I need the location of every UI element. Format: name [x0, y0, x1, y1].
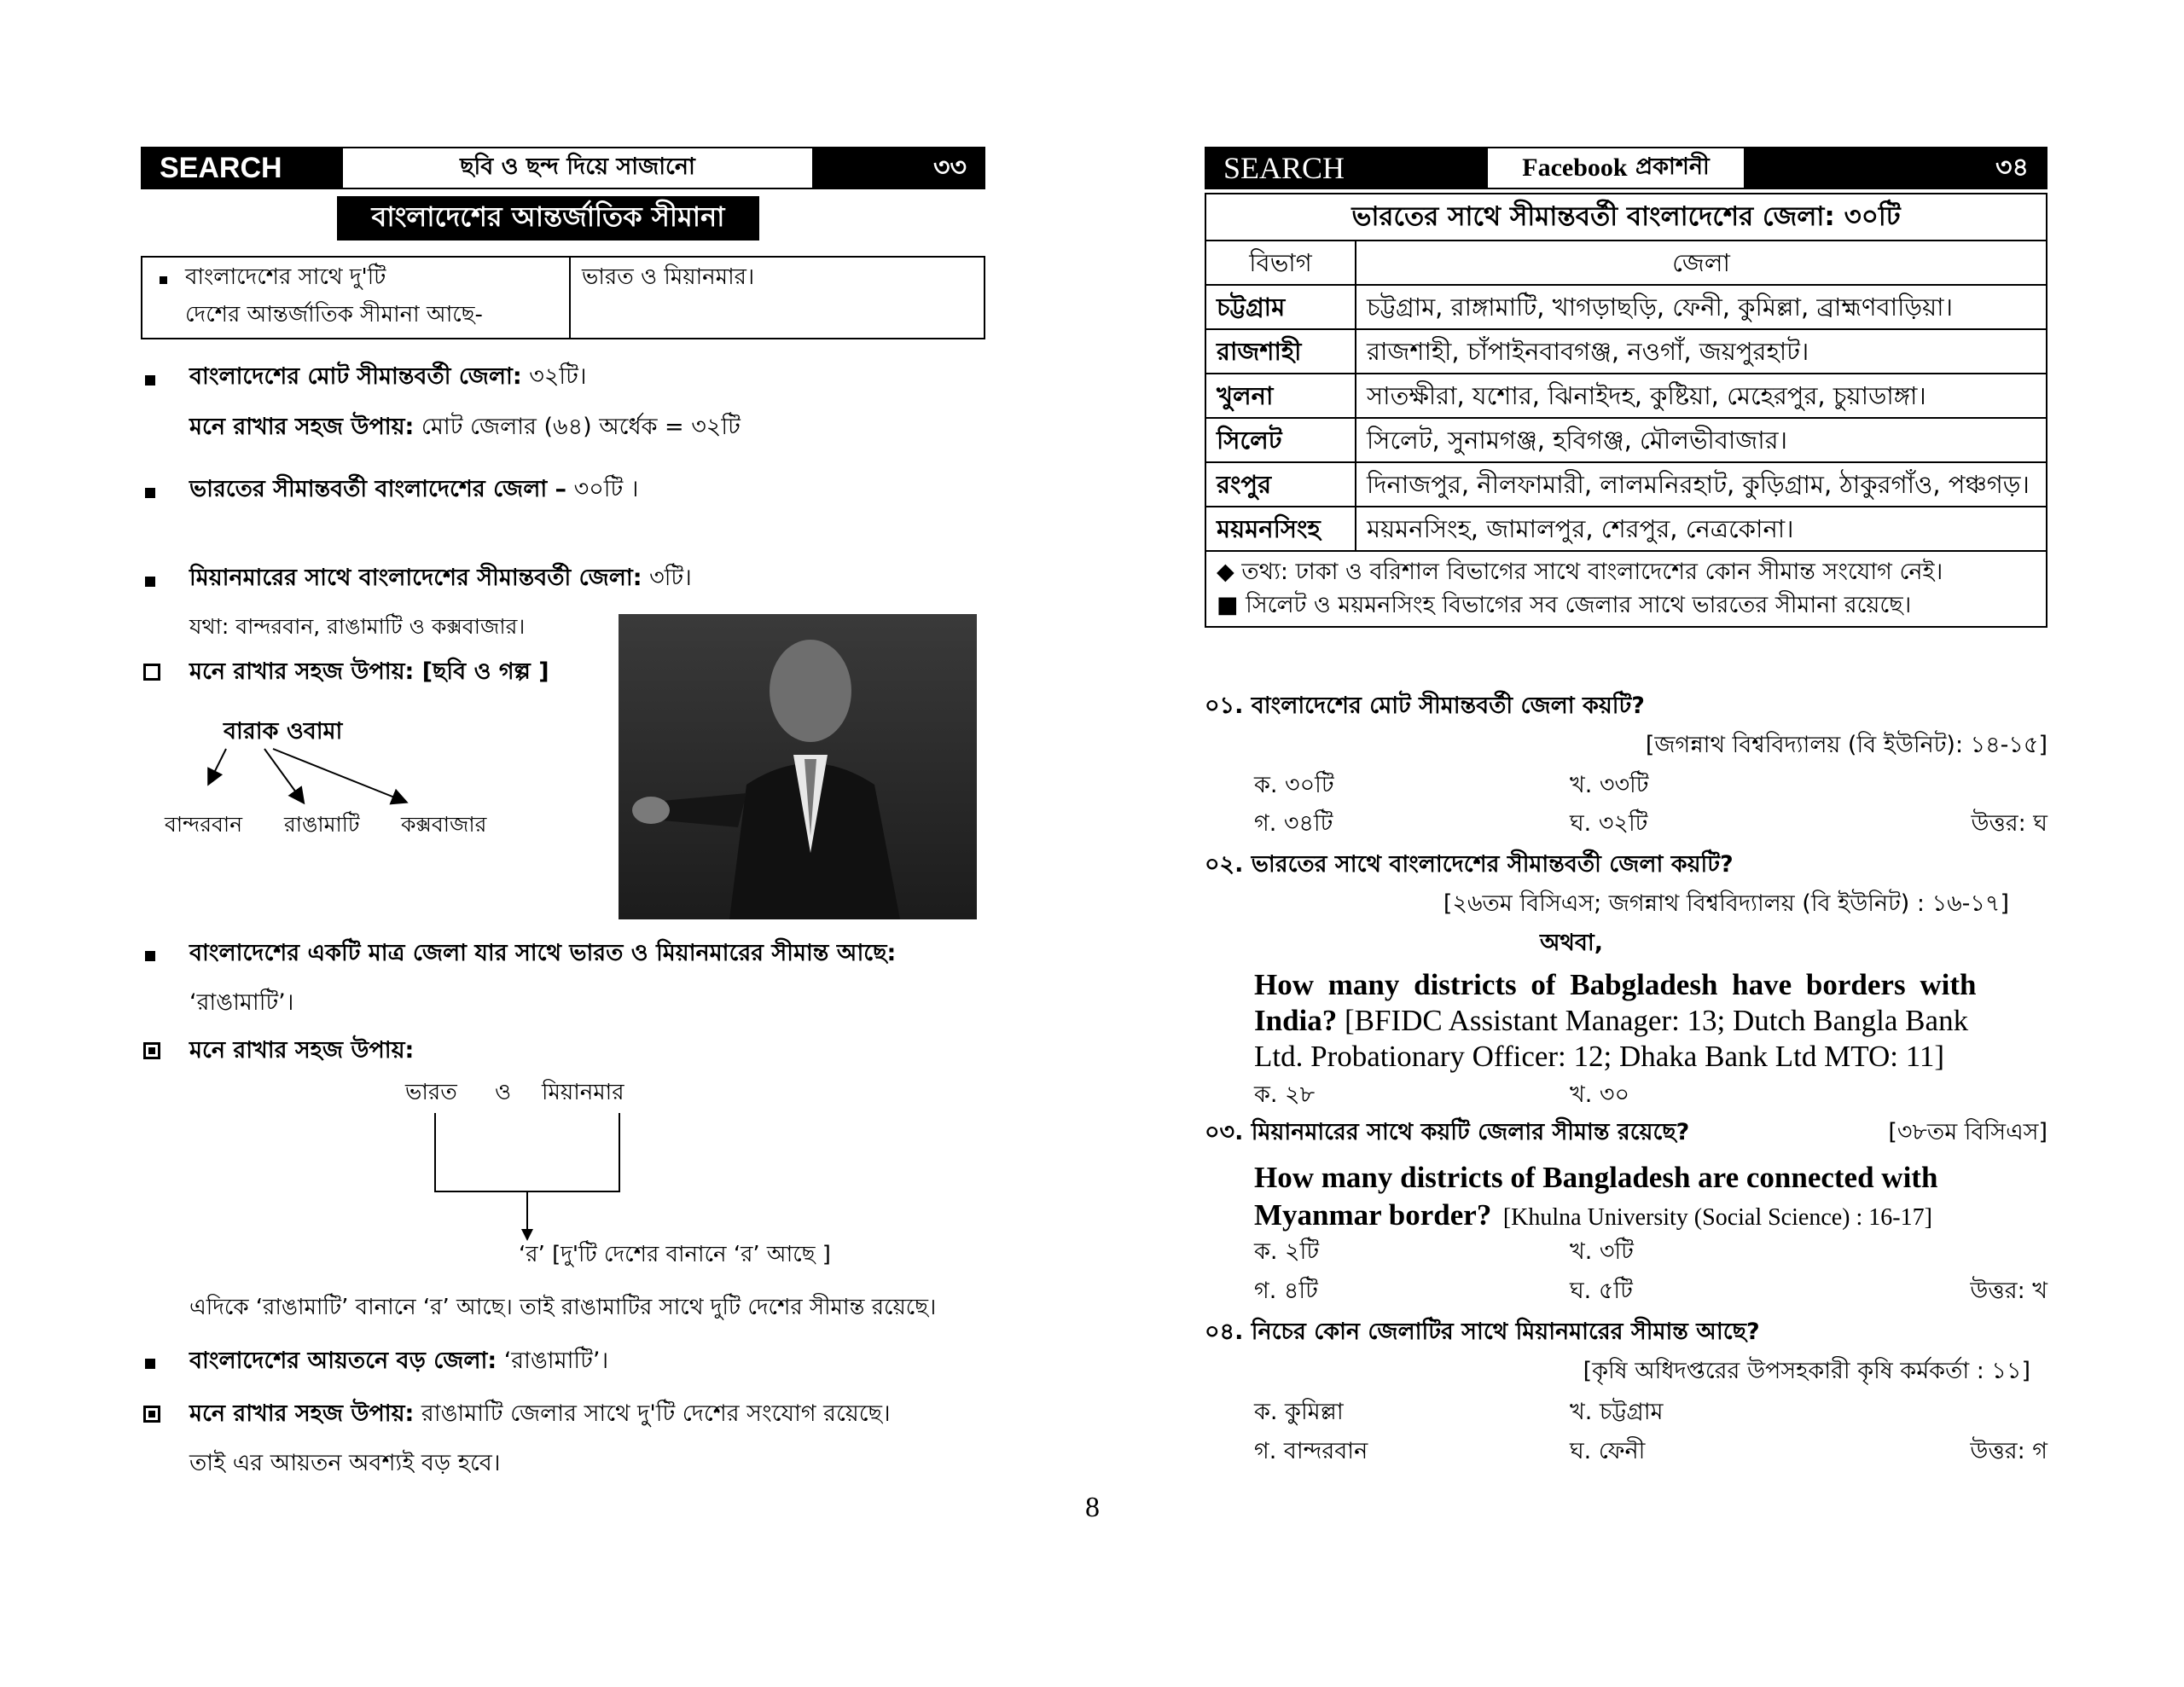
mnemonic-name: বারাক ওবামা	[224, 718, 343, 745]
table-header: বিভাগ	[1205, 241, 1356, 285]
or-label: অথবা,	[1540, 930, 1603, 956]
question-2-source: [২৬তম বিসিএস; জগন্নাথ বিশ্ববিদ্যালয় (বি ইউনিট) : ১৬-১৭]	[1443, 890, 2009, 917]
intro-box	[141, 256, 985, 339]
option: খ. ৩৩টি	[1570, 772, 1649, 798]
table-row: খুলনা সাতক্ষীরা, যশোর, ঝিনাইদহ, কুষ্টিয়া, মেহেরপুর, চুয়াডাঙ্গা।	[1205, 374, 2047, 418]
fact1: বাংলাদেশের মোট সীমান্তবর্তী জেলা: ৩২টি।	[189, 363, 587, 390]
right-header-page: ৩৪	[1744, 148, 2046, 188]
explanation: এদিকে ‘রাঙামাটি’ বানানে ‘র’ আছে। তাই রাঙামাটির সাথে দুটি দেশের সীমান্ত রয়েছে।	[189, 1295, 937, 1320]
left-header-page: ৩৩	[812, 148, 984, 188]
fact5: বাংলাদেশের আয়তনে বড় জেলা: ‘রাঙামাটি’।	[189, 1348, 609, 1374]
question-2: ০২. ভারতের সাথে বাংলাদেশের সীমান্তবর্তী জেলা কয়টি?	[1205, 851, 1734, 878]
intro-question-line1: বাংলাদেশের সাথে দু'টি	[185, 264, 386, 290]
table-row: রাজশাহী রাজশাহী, চাঁপাইনবাবগঞ্জ, নওগাঁ, জয়পুরহাট।	[1205, 329, 2047, 374]
question-4-source: [কৃষি অধিদপ্তরের উপসহকারী কৃষি কর্মকর্তা : ১১]	[1583, 1358, 2030, 1384]
bullet-icon	[145, 1359, 155, 1369]
answer: উত্তর: ঘ	[1971, 810, 2048, 837]
bullet-icon	[160, 276, 167, 284]
table-row: চট্টগ্রাম চট্টগ্রাম, রাঙ্গামাটি, খাগড়াছড়ি, ফেনী, কুমিল্লা, ব্রাহ্মণবাড়িয়া।	[1205, 285, 2047, 329]
question-3-en-line2: Myanmar border? [Khulna University (Social Science) : 16-17]	[1254, 1198, 1932, 1232]
question-1-source: [জগন্নাথ বিশ্ববিদ্যালয় (বি ইউনিট): ১৪-১৫]	[1645, 732, 2048, 758]
table-title: ভারতের সাথে সীমান্তবর্তী বাংলাদেশের জেলা: ৩০টি	[1205, 194, 2047, 241]
question-3-source: [৩৮তম বিসিএস]	[1888, 1119, 2048, 1145]
option: গ. ৩৪টি	[1254, 810, 1333, 837]
bullet-icon	[145, 375, 155, 386]
diagram-connector	[418, 1113, 631, 1241]
portrait-photo	[619, 614, 977, 919]
option: ঘ. ফেনী	[1570, 1438, 1646, 1464]
option: খ. ৩টি	[1570, 1238, 1634, 1265]
tip1: মনে রাখার সহজ উপায়: মোট জেলার (৬৪) অর্ধেক = ৩২টি	[189, 414, 741, 440]
table-row: ময়মনসিংহ ময়মনসিংহ, জামালপুর, শেরপুর, নেত্রকোনা।	[1205, 507, 2047, 551]
diagram-left: ভারত	[405, 1080, 457, 1105]
question-2-en-line3: Ltd. Probationary Officer: 12; Dhaka Bank Ltd MTO: 11]	[1254, 1040, 1945, 1073]
intro-answer: ভারত ও মিয়ানমার।	[582, 264, 755, 290]
option: খ. ৩০	[1570, 1081, 1630, 1108]
right-header-title: Facebook প্রকাশনী	[1488, 148, 1744, 188]
diagram-right: মিয়ানমার	[542, 1080, 624, 1105]
option: ক. কুমিল্লা	[1254, 1399, 1344, 1425]
table-header: জেলা	[1356, 241, 2047, 285]
question-2-en: How many districts of Babgladesh have borders with	[1254, 968, 1977, 1001]
fact4-answer: ‘রাঙামাটি’।	[189, 989, 294, 1016]
intro-question-line2: দেশের আন্তর্জাতিক সীমানা আছে-	[185, 302, 483, 328]
answer: উত্তর: গ	[1970, 1438, 2048, 1464]
fact3-detail: যথা: বান্দরবান, রাঙামাটি ও কক্সবাজার।	[189, 614, 526, 639]
tip4-line2: তাই এর আয়তন অবশ্যই বড় হবে।	[189, 1450, 501, 1476]
page-number: 8	[1085, 1492, 1100, 1523]
option: ঘ. ৫টি	[1570, 1278, 1633, 1304]
option: ঘ. ৩২টি	[1570, 810, 1648, 837]
section-title: বাংলাদেশের আন্তর্জাতিক সীমানা	[337, 196, 759, 241]
question-3: ০৩. মিয়ানমারের সাথে কয়টি জেলার সীমান্ত রয়েছে?	[1205, 1119, 1690, 1145]
mnemonic-district: রাঙামাটি	[284, 812, 360, 837]
tip2: মনে রাখার সহজ উপায়: [ছবি ও গল্প ]	[189, 658, 549, 685]
option: গ. বান্দরবান	[1254, 1438, 1368, 1464]
bullet-icon	[145, 951, 155, 961]
fact3: মিয়ানমারের সাথে বাংলাদেশের সীমান্তবর্তী জেলা: ৩টি।	[189, 565, 692, 591]
bullet-icon	[145, 577, 155, 587]
filled-checkbox-icon	[143, 1406, 160, 1423]
diagram-result: ‘র’ [দু'টি দেশের বানানে ‘র’ আছে ]	[519, 1242, 831, 1267]
mnemonic-district: বান্দরবান	[165, 812, 243, 837]
table-row: রংপুর দিনাজপুর, নীলফামারী, লালমনিরহাট, কুড়িগ্রাম, ঠাকুরগাঁও, পঞ্চগড়।	[1205, 462, 2047, 507]
bullet-icon	[145, 488, 155, 498]
answer: উত্তর: খ	[1970, 1278, 2048, 1304]
left-header-title: ছবি ও ছন্দ দিয়ে সাজানো	[343, 148, 812, 188]
filled-checkbox-icon	[143, 1042, 160, 1059]
diagram-and: ও	[495, 1080, 512, 1105]
question-4: ০৪. নিচের কোন জেলাটির সাথে মিয়ানমারের সীমান্ত আছে?	[1205, 1319, 1760, 1345]
option: খ. চট্টগ্রাম	[1570, 1399, 1664, 1425]
question-1: ০১. বাংলাদেশের মোট সীমান্তবর্তী জেলা কয়টি?	[1205, 693, 1645, 719]
right-header-brand: SEARCH	[1206, 148, 1488, 188]
table-notes	[1205, 551, 2047, 626]
table-note: ◆ তথ্য: ঢাকা ও বরিশাল বিভাগের সাথে বাংলাদেশের কোন সীমান্ত সংযোগ নেই।	[1217, 559, 1943, 586]
checkbox-icon	[143, 664, 160, 681]
option: ক. ২৮	[1254, 1081, 1316, 1108]
tip3: মনে রাখার সহজ উপায়:	[189, 1037, 415, 1064]
option: গ. ৪টি	[1254, 1278, 1318, 1304]
option: ক. ৩০টি	[1254, 772, 1334, 798]
left-header-brand: SEARCH	[142, 148, 343, 188]
option: ক. ২টি	[1254, 1238, 1320, 1265]
question-3-en: How many districts of Bangladesh are connected with	[1254, 1161, 1938, 1194]
table-row: সিলেট সিলেট, সুনামগঞ্জ, হবিগঞ্জ, মৌলভীবাজার।	[1205, 418, 2047, 462]
question-2-en-line2: India? [BFIDC Assistant Manager: 13; Dutch Bangla Bank	[1254, 1004, 1969, 1037]
mnemonic-district: কক্সবাজার	[401, 812, 487, 837]
fact2: ভারতের সীমান্তবর্তী বাংলাদেশের জেলা – ৩০টি ।	[189, 476, 639, 502]
left-header	[141, 147, 985, 189]
right-header	[1205, 147, 2048, 189]
tip4: মনে রাখার সহজ উপায়: রাঙামাটি জেলার সাথে দু'টি দেশের সংযোগ রয়েছে।	[189, 1400, 891, 1427]
table-note: ■ সিলেট ও ময়মনসিংহ বিভাগের সব জেলার সাথে ভারতের সীমানা রয়েছে।	[1217, 592, 1912, 619]
fact4: বাংলাদেশের একটি মাত্র জেলা যার সাথে ভারত ও মিয়ানমারের সীমান্ত আছে:	[189, 940, 897, 966]
district-table	[1205, 193, 2048, 628]
